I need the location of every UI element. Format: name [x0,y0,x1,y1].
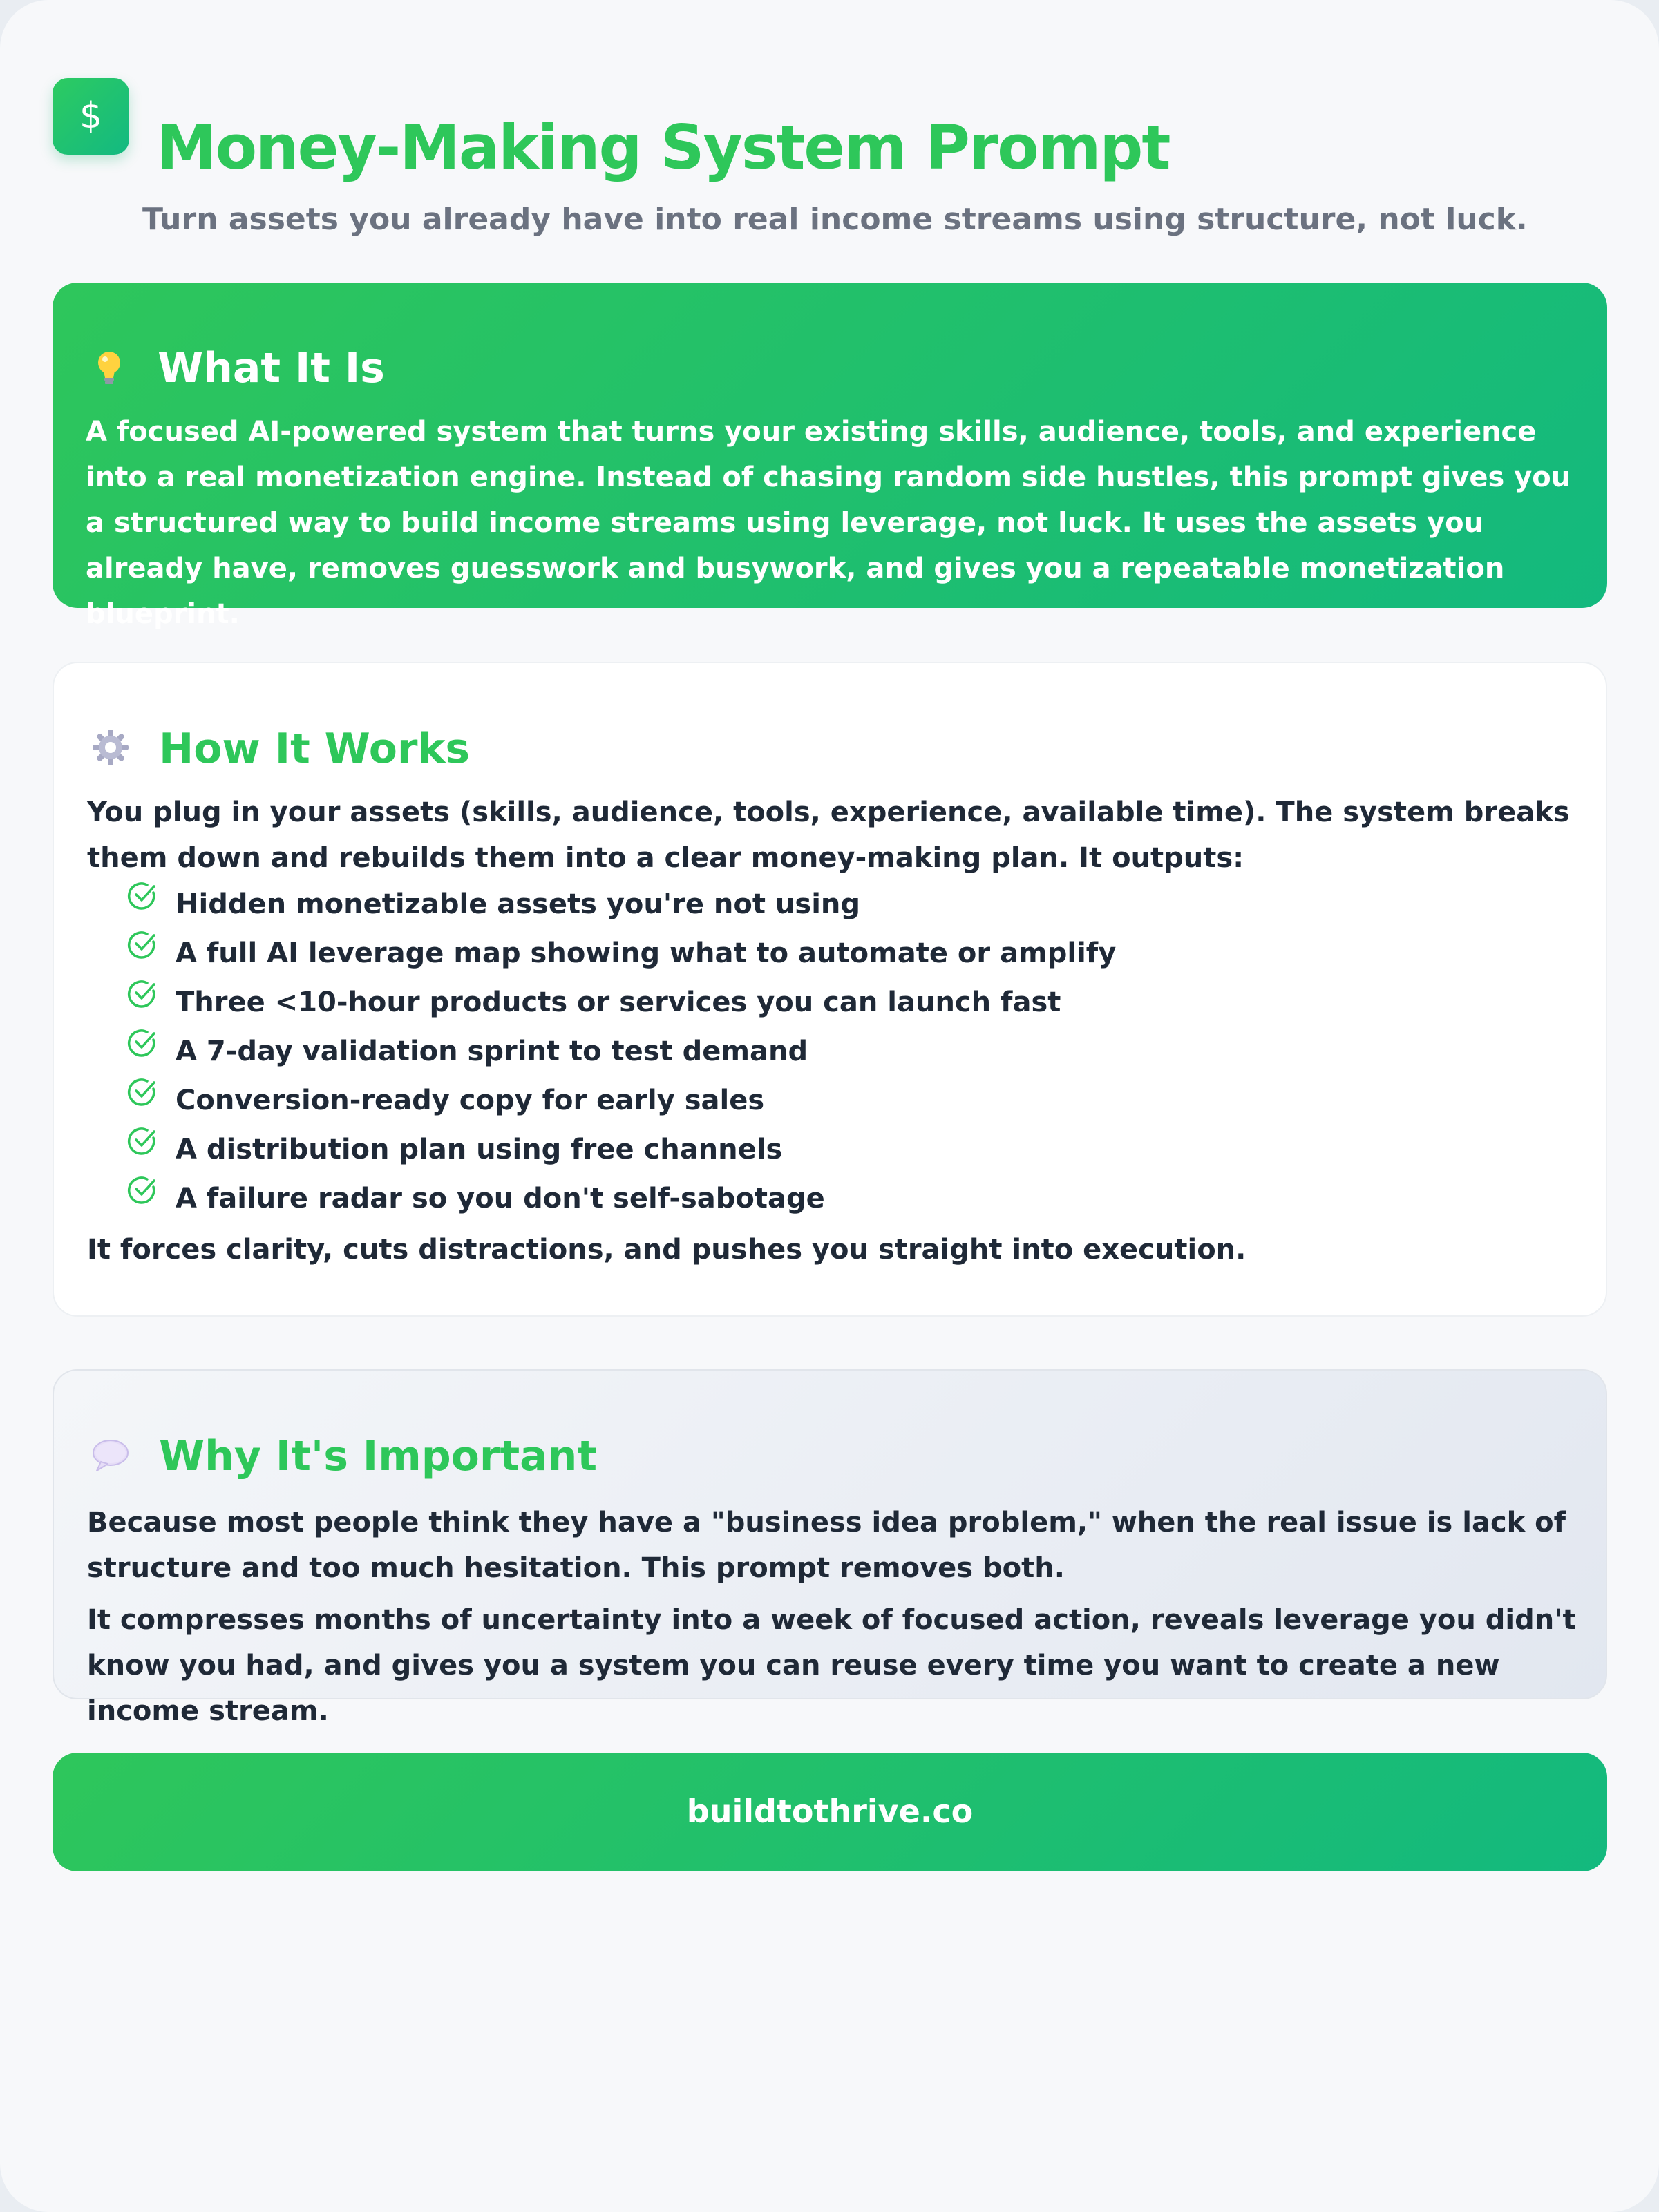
list-item [54,1076,765,1125]
why-important-card [53,1369,1607,1727]
why-important-para-2: It compresses months of uncertainty into a week of focused action, reveals leverage you didn't know you had, and gives you a system you can reuse every time you want to create a new income stream. [87,1604,1576,1727]
output-item-text: A failure radar so you don't self-sabotage [176,1183,825,1214]
list-item [54,1125,783,1174]
footer-site: buildtothrive.co [686,1793,974,1830]
check-circle-icon [126,879,159,913]
output-item-text: Conversion-ready copy for early sales [176,1085,765,1116]
how-it-works-closing: It forces clarity, cuts distractions, and pushes you straight into execution. [87,1234,1246,1266]
gear-icon [90,727,131,768]
what-it-is-heading: What It Is [158,344,385,392]
output-item-text: A full AI leverage map showing what to automate or amplify [176,937,1117,969]
output-item-text: A 7-day validation sprint to test demand [176,1036,808,1067]
why-important-para-1: Because most people think they have a "business idea problem," when the real issue is lack of structure and too much hesitation. This prompt removes both. [87,1507,1566,1584]
check-circle-icon [126,978,159,1011]
speech-bubble-icon [90,1434,131,1476]
check-circle-icon [126,1125,159,1158]
list-item [54,879,861,928]
dollar-logo-icon: $ [53,78,129,155]
how-it-works-heading: How It Works [159,725,471,773]
check-circle-icon [126,1076,159,1109]
what-it-is-body: A focused AI-powered system that turns your existing skills, audience, tools, and experience into a real monetization engine. Instead of chasing random side hustles, this prompt gives you a structured way to build income streams using leverage, not luck. It uses the assets you already have, removes guesswork and busywork, and gives you a repeatable monetization blueprint. [86,416,1571,630]
footer-banner [53,1753,1607,1871]
how-it-works-intro: You plug in your assets (skills, audience, tools, experience, available time). The system breaks them down and rebuilds them into a clear money-making plan. It outputs: [87,797,1570,874]
how-it-works-card [53,662,1607,1317]
page-subtitle: Turn assets you already have into real income streams using structure, not luck. [142,202,1528,237]
lightbulb-icon [88,346,130,388]
check-circle-icon [126,1174,159,1207]
output-item-text: A distribution plan using free channels [176,1134,783,1165]
page-title: Money-Making System Prompt [156,112,1170,183]
list-item [54,928,1117,978]
list-item [54,1174,825,1223]
list-item [54,1027,808,1076]
why-important-heading: Why It's Important [159,1432,598,1480]
list-item [54,978,1061,1027]
output-item-text: Three <10-hour products or services you can launch fast [176,986,1061,1018]
check-circle-icon [126,1027,159,1060]
check-circle-icon [126,928,159,962]
output-item-text: Hidden monetizable assets you're not using [176,888,861,920]
outputs-list [126,879,1117,1223]
what-it-is-card [53,283,1607,630]
